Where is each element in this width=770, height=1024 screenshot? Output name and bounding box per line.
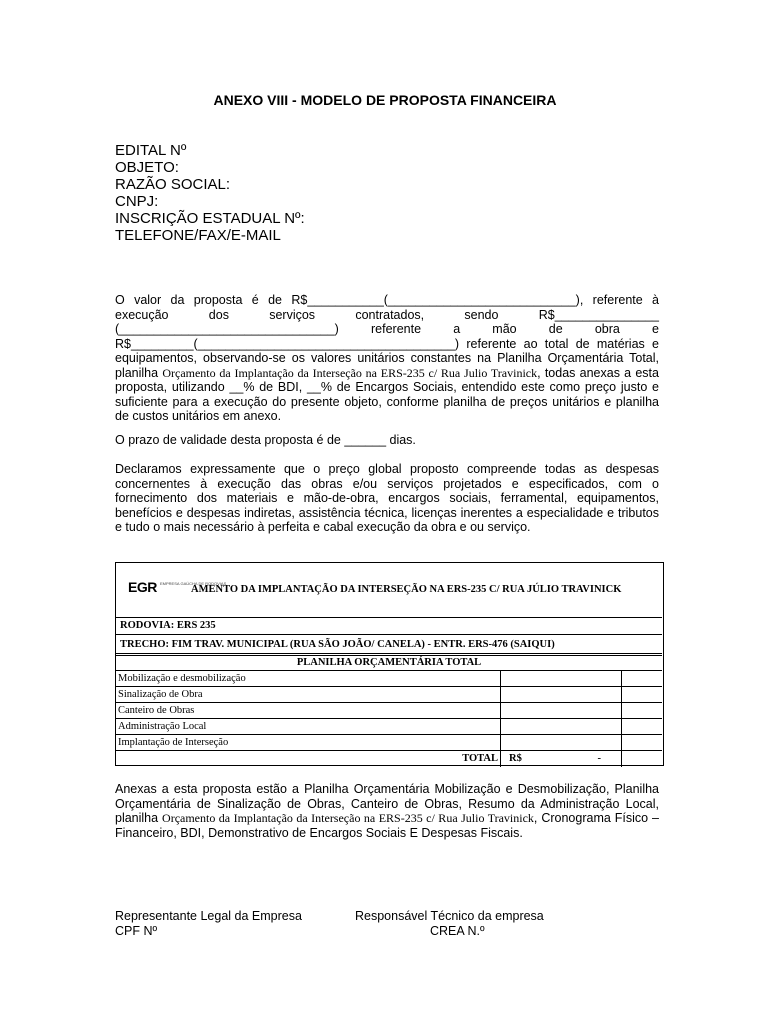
budget-table (115, 562, 664, 766)
table-planilha-title: PLANILHA ORÇAMENTÁRIA TOTAL (116, 656, 662, 671)
header-fields (115, 142, 305, 244)
paragraph-validade: O prazo de validade desta proposta é de ______ dias. (115, 433, 416, 447)
table-items (116, 671, 662, 767)
field-edital: EDITAL Nº (115, 142, 187, 159)
table-row: Canteiro de Obras (116, 703, 662, 719)
table-trecho: TRECHO: FIM TRAV. MUNICIPAL (RUA SÃO JOÃO/ CANELA) - ENTR. ERS-476 (SAIQUI) (116, 635, 662, 654)
field-cnpj: CNPJ: (115, 193, 159, 210)
table-rodovia: RODOVIA: ERS 235 (116, 617, 662, 635)
field-razao-social: RAZÃO SOCIAL: (115, 176, 231, 193)
signature-cpf: CPF Nº (115, 923, 158, 938)
table-row: Sinalização de Obra (116, 687, 662, 703)
total-currency: R$ (509, 753, 522, 764)
egr-logo-subtitle: EMPRESA GAÚCHA DE RODOVIAS (160, 581, 227, 586)
signature-representante (115, 909, 302, 938)
signature-crea: CREA N.º (430, 923, 485, 938)
table-row: Mobilização e desmobilização (116, 671, 662, 687)
field-inscricao-estadual: INSCRIÇÃO ESTADUAL Nº: (115, 210, 305, 227)
field-objeto: OBJETO: (115, 159, 179, 176)
paragraph-declaracao: Declaramos expressamente que o preço global proposto compreende todas as despesas concernentes à execução das obras e/ou serviços projetados e especificados, com o fornecimento dos materiais e mão-de-obra, encargos sociais, ferramental, equipamentos, benefícios e despesas indiretas, assistência técnica, licenças inerentes a especialidade e tributos e tudo o mais necessário à perfeita e cabal execução da obra e ou serviço. (115, 462, 659, 534)
signature-representante-title: Representante Legal da Empresa (115, 909, 302, 923)
table-total-row (116, 751, 662, 767)
egr-logo: EGR (128, 579, 157, 595)
table-row: Administração Local (116, 719, 662, 735)
table-header-title: AMENTO DA IMPLANTAÇÃO DA INTERSEÇÃO NA ERS-235 C/ RUA JÚLIO TRAVINICK (191, 584, 622, 595)
signature-responsavel-title: Responsável Técnico da empresa (355, 909, 544, 923)
paragraph-anexas: Anexas a esta proposta estão a Planilha Orçamentária Mobilização e Desmobilização, Planilha Orçamentária de Sinalização de Obras, Canteiro de Obras, Resumo da Administração Local, planilha Orçamento da Implantação da Interseção na ERS-235 c/ Rua Julio Travinick, Cronograma Físico – Financeiro, BDI, Demonstrativo de Encargos Sociais E Despesas Fiscais. (115, 782, 659, 840)
signature-responsavel (355, 909, 544, 938)
table-header (116, 563, 662, 618)
total-label: TOTAL (462, 753, 498, 764)
table-row: Implantação de Interseção (116, 735, 662, 751)
field-telefone: TELEFONE/FAX/E-MAIL (115, 227, 281, 244)
paragraph-valor-proposta: O valor da proposta é de R$___________(___________________________), referente à execução dos serviços contratados, sendo R$_______________ (_______________________________) referente a mão de obra e R$_________(_____________________________________) referente ao total de matérias e equipamentos, observando-se os valores unitários constantes na Planilha Orçamentária Total, planilha Orçamento da Implantação da Interseção na ERS-235 c/ Rua Julio Travinick, todas anexas a esta proposta, utilizando __% de BDI, __% de Encargos Sociais, entendido este como preço justo e suficiente para a execução do presente objeto, conforme planilha de preços unitários e planilha de custos unitários em anexo. (115, 293, 659, 423)
document-title: ANEXO VIII - MODELO DE PROPOSTA FINANCEIRA (213, 92, 557, 108)
total-value: - (597, 753, 601, 764)
